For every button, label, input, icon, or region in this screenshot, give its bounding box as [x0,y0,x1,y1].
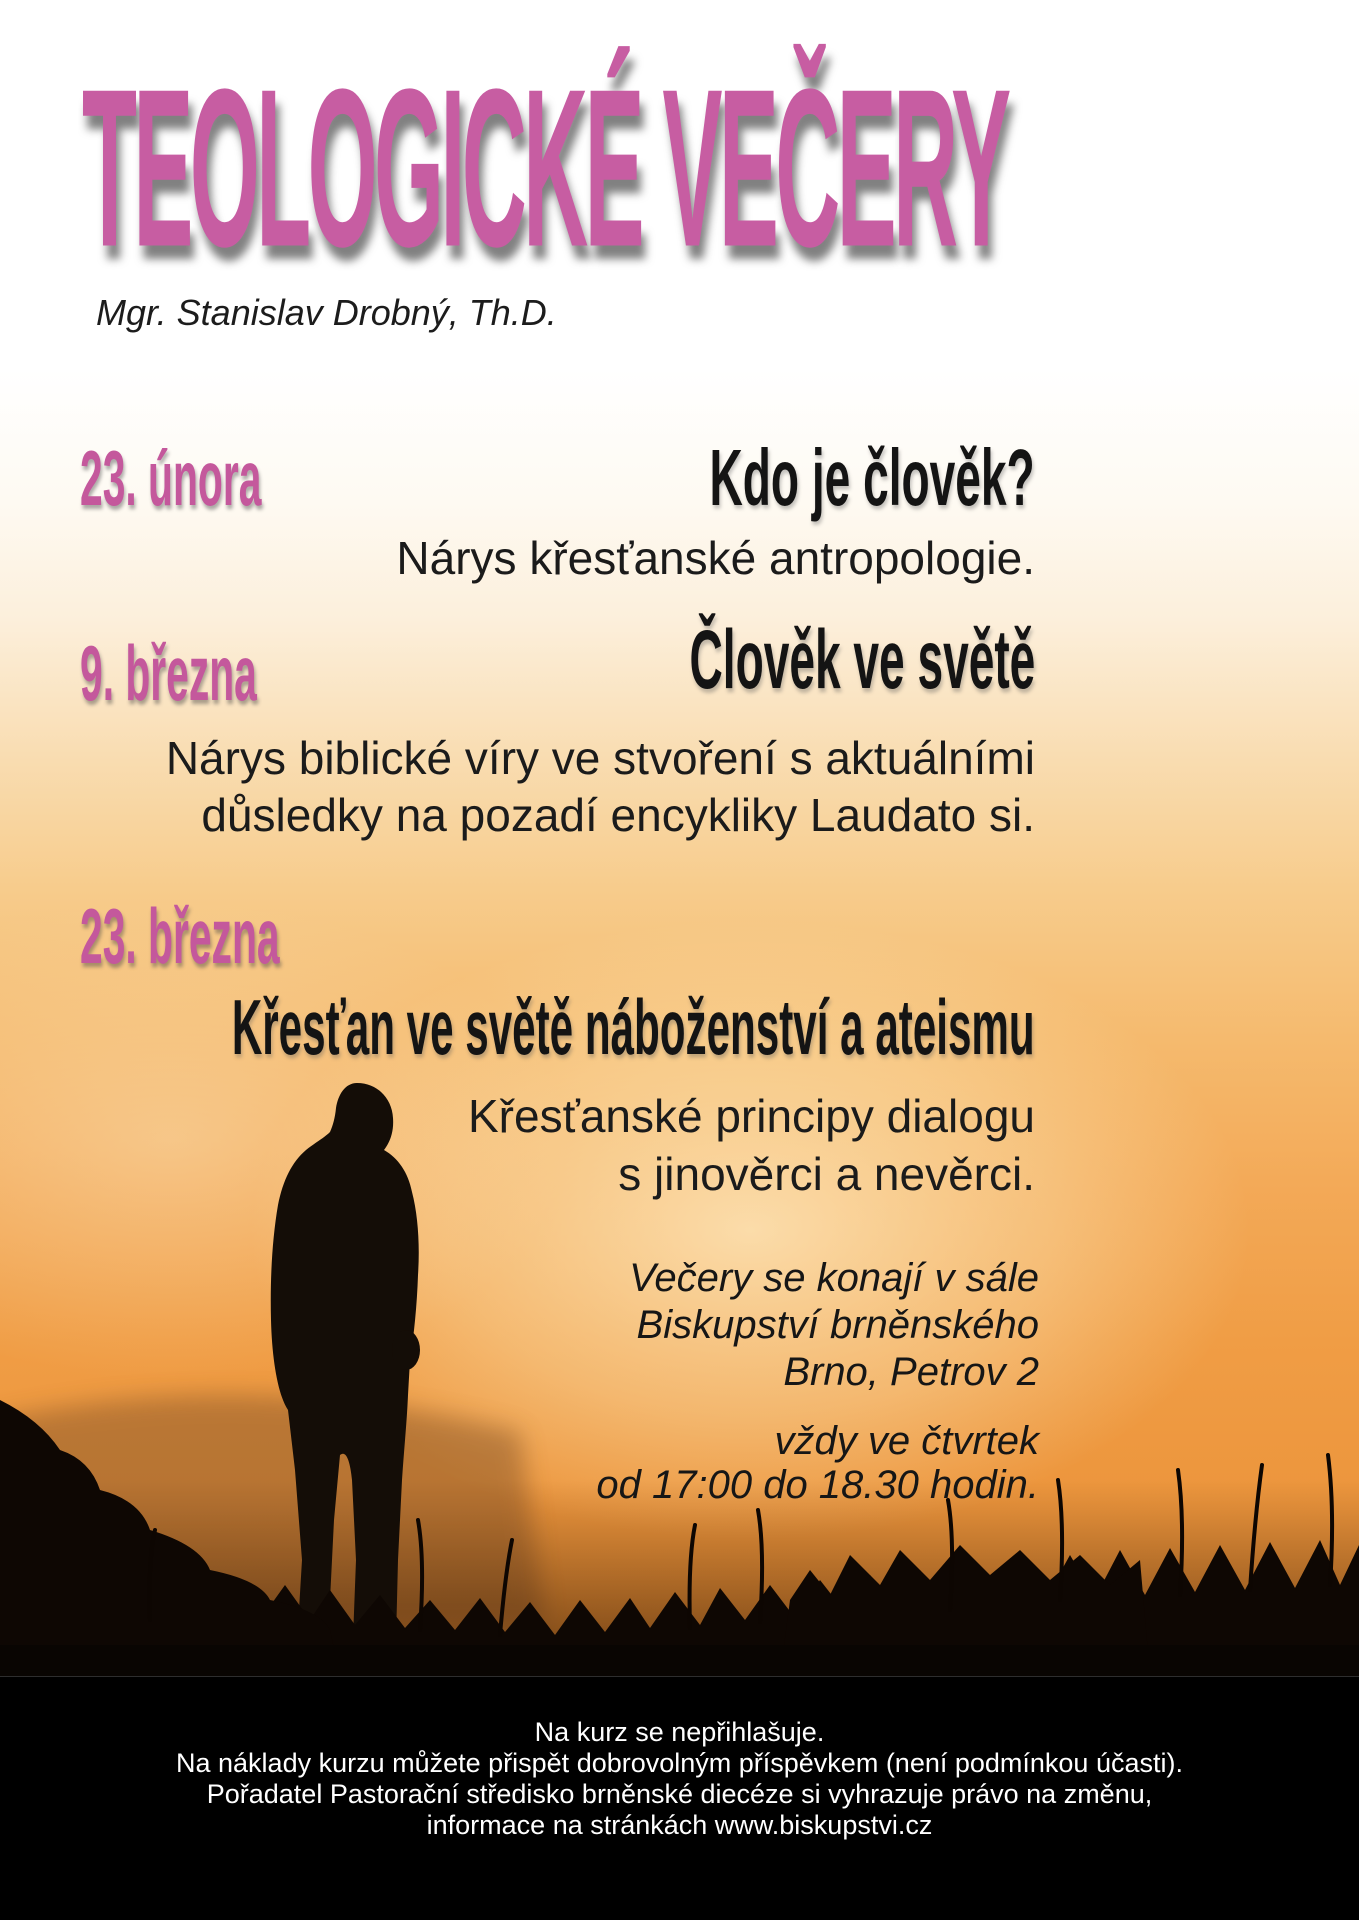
event-2-subtitle-line: Nárys biblické víry ve stvoření s aktuálními [165,732,1035,784]
event-2-title: Člověk ve světě [689,612,1035,707]
time-line: od 17:00 do 18.30 hodin. [596,1463,1039,1507]
venue-info [629,1255,1039,1396]
event-3-date: 23. března [80,892,280,980]
event-3-subtitle-line: Křesťanské principy dialogu [467,1090,1035,1142]
footer-note [0,1676,1359,1920]
footer-line: Pořadatel Pastorační středisko brněnské diecéze si vyhrazuje právo na změnu, [206,1779,1153,1809]
venue-line: Brno, Petrov 2 [783,1350,1039,1394]
event-1-title: Kdo je člověk? [709,433,1035,523]
venue-line: Biskupství brněnského [636,1303,1039,1347]
lecturer-name: Mgr. Stanislav Drobný, Th.D. [96,292,557,333]
event-1-date: 23. února [80,434,262,522]
event-3-title: Křesťan ve světě náboženství a ateismu [232,985,1035,1072]
event-1-subtitle [396,530,1035,587]
time-info [596,1419,1039,1507]
event-2-subtitle [166,730,1035,844]
event-2-subtitle-line: důsledky na pozadí encykliky Laudato si. [201,789,1035,841]
venue-line: Večery se konají v sále [629,1256,1039,1300]
event-2-date: 9. března [80,629,257,717]
event-3-subtitle-line: s jinověrci a nevěrci. [618,1148,1035,1200]
event-3-subtitle [468,1087,1035,1203]
time-line: vždy ve čtvrtek [774,1419,1039,1463]
footer-line: Na náklady kurzu můžete přispět dobrovolným příspěvkem (není podmínkou účasti). [176,1748,1183,1778]
footer-line: Na kurz se nepřihlašuje. [534,1717,825,1747]
event-1-subtitle-line: Nárys křesťanské antropologie. [396,532,1035,584]
footer-line: informace na stránkách www.biskupstvi.cz [426,1810,933,1840]
poster-title: TEOLOGICKÉ VEČERY [82,41,1008,294]
